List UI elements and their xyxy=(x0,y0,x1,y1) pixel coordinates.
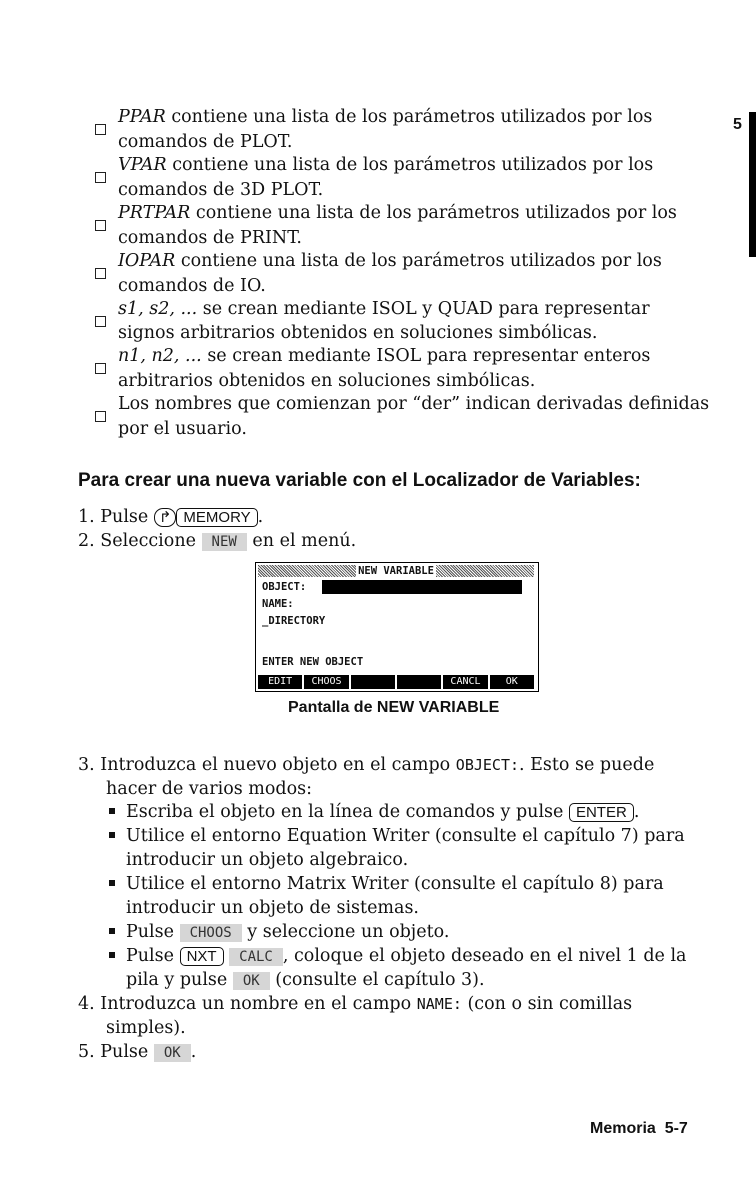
menu-blank xyxy=(351,675,395,689)
step-4-cont: simples). xyxy=(106,1018,186,1038)
sub-item: Pulse CHOOS y seleccione un objeto. xyxy=(126,922,450,942)
figure-caption: Pantalla de NEW VARIABLE xyxy=(288,699,500,716)
calculator-screen xyxy=(255,562,539,692)
memory-key[interactable]: MEMORY xyxy=(176,508,257,527)
checkbox-icon xyxy=(95,316,106,327)
name-label: NAME: xyxy=(262,598,294,610)
step-4: 4. Introduzca un nombre en el campo NAME: (con o sin comillas xyxy=(78,994,633,1014)
menu-choos[interactable]: CHOOS xyxy=(304,675,348,689)
list-item-cont: comandos de IO. xyxy=(118,276,266,296)
bullet-icon xyxy=(109,832,115,838)
object-field-ref: OBJECT: xyxy=(455,756,520,774)
bullet-icon xyxy=(109,880,115,886)
bullet-icon xyxy=(109,928,115,934)
menu-edit[interactable]: EDIT xyxy=(258,675,302,689)
step-3-cont: hacer de varios modos: xyxy=(106,779,313,799)
page-footer xyxy=(590,1120,688,1138)
new-softkey[interactable]: NEW xyxy=(202,533,247,551)
bullet-icon xyxy=(109,808,115,814)
chapter-tab-bar xyxy=(749,112,756,257)
list-item-cont: comandos de 3D PLOT. xyxy=(118,180,324,200)
ok-softkey[interactable]: OK xyxy=(154,1044,191,1062)
checkbox-icon xyxy=(95,220,106,231)
menu-blank xyxy=(397,675,441,689)
name-field-ref: NAME: xyxy=(416,995,462,1013)
directory-label: _DIRECTORY xyxy=(262,615,326,627)
step-2: 2. Seleccione NEW en el menú. xyxy=(78,531,357,551)
object-field[interactable] xyxy=(322,580,522,594)
prompt-text: ENTER NEW OBJECT xyxy=(262,656,364,668)
sub-item-cont: introducir un objeto de sistemas. xyxy=(126,898,419,918)
list-item: s1, s2, ... se crean mediante ISOL y QUAD para representar xyxy=(118,299,650,319)
menu-ok[interactable]: OK xyxy=(490,675,534,689)
sub-item-cont: pila y pulse OK (consulte el capítulo 3). xyxy=(126,970,485,990)
bullet-icon xyxy=(109,952,115,958)
checkbox-icon xyxy=(95,268,106,279)
chapter-tab-number: 5 xyxy=(733,116,742,133)
list-item: VPAR contiene una lista de los parámetros utilizados por los xyxy=(118,155,654,175)
calc-softkey[interactable]: CALC xyxy=(229,948,283,966)
list-item: n1, n2, ... se crean mediante ISOL para representar enteros xyxy=(118,346,651,366)
sub-item: Escriba el objeto en la línea de comandos y pulse ENTER . xyxy=(126,802,640,822)
list-item: Los nombres que comienzan por “der” indican derivadas definidas xyxy=(118,394,710,414)
sub-item: Pulse NXT CALC , coloque el objeto deseado en el nivel 1 de la xyxy=(126,946,687,966)
sub-item: Utilice el entorno Equation Writer (consulte el capítulo 7) para xyxy=(126,826,685,846)
list-item-cont: comandos de PRINT. xyxy=(118,228,302,248)
checkbox-icon xyxy=(95,172,106,183)
object-label: OBJECT: xyxy=(262,581,307,593)
menu-cancel[interactable]: CANCL xyxy=(443,675,487,689)
list-item: IOPAR contiene una lista de los parámetros utilizados por los xyxy=(118,251,662,271)
checkbox-icon xyxy=(95,363,106,374)
ok-softkey[interactable]: OK xyxy=(233,972,270,990)
list-item-cont: arbitrarios obtenidos en soluciones simbólicas. xyxy=(118,371,536,391)
screen-menu xyxy=(258,675,534,689)
right-shift-key[interactable]: ↱ xyxy=(154,508,177,527)
screen-title: NEW VARIABLE xyxy=(358,565,434,577)
list-item: PRTPAR contiene una lista de los parámetros utilizados por los xyxy=(118,203,677,223)
page-number: 5-7 xyxy=(664,1120,688,1137)
checkbox-icon xyxy=(95,411,106,422)
nxt-key[interactable]: NXT xyxy=(180,947,224,966)
step-5: 5. Pulse OK . xyxy=(78,1042,197,1062)
screen-title-bar xyxy=(258,565,534,577)
step-1: 1. Pulse ↱ MEMORY . xyxy=(78,507,264,527)
enter-key[interactable]: ENTER xyxy=(569,803,634,822)
list-item-cont: signos arbitrarios obtenidos en soluciones simbólicas. xyxy=(118,323,598,343)
list-item-cont: por el usuario. xyxy=(118,419,247,439)
checkbox-icon xyxy=(95,124,106,135)
list-item-cont: comandos de PLOT. xyxy=(118,132,293,152)
section-heading: Para crear una nueva variable con el Localizador de Variables: xyxy=(78,470,641,491)
sub-item: Utilice el entorno Matrix Writer (consulte el capítulo 8) para xyxy=(126,874,664,894)
list-item: PPAR contiene una lista de los parámetros utilizados por los xyxy=(118,107,653,127)
footer-section: Memoria xyxy=(590,1120,656,1137)
sub-item-cont: introducir un objeto algebraico. xyxy=(126,850,409,870)
step-3: 3. Introduzca el nuevo objeto en el campo OBJECT:. Esto se puede xyxy=(78,755,655,775)
choos-softkey[interactable]: CHOOS xyxy=(180,924,242,942)
